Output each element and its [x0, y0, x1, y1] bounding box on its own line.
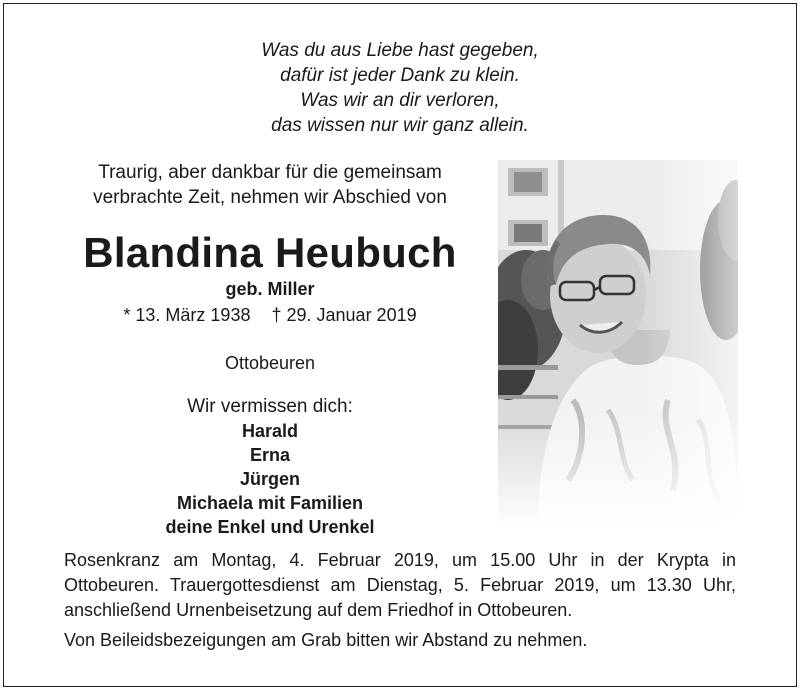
born-name: geb. Miller [225, 279, 315, 299]
portrait-photo [498, 160, 738, 524]
poem-line: das wissen nur wir ganz allein. [271, 115, 529, 136]
closing-note: Von Beileidsbezeigungen am Grab bitten wir Abstand zu nehmen. [64, 630, 588, 650]
mourner-name: deine Enkel und Urenkel [165, 517, 375, 537]
deceased-name: Blandina Heubuch [83, 229, 457, 276]
portrait-photo-icon [498, 160, 738, 524]
mourner-name: Erna [249, 445, 291, 465]
life-dates [50, 303, 490, 327]
poem-line: Was wir an dir verloren, [300, 90, 500, 111]
service-details [64, 548, 736, 623]
mourner-name: Jürgen [239, 469, 300, 489]
residence-place: Ottobeuren [224, 353, 316, 373]
intro-text [50, 160, 490, 210]
service-text: Rosenkranz am Montag, 4. Februar 2019, um 15.00 Uhr in der Krypta in Ottobeuren. Trauergottesdienst am Dienstag, 5. Februar 2019, um 13.30 Uhr, anschließend Urnenbeisetzung auf dem Friedhof in Ottobeuren. [64, 550, 736, 620]
mourner-name: Michaela mit Familien [176, 493, 364, 513]
intro-line: Traurig, aber dankbar für die gemeinsam [98, 162, 442, 183]
poem [0, 38, 800, 138]
poem-line: dafür ist jeder Dank zu klein. [280, 65, 520, 86]
mourner-name: Harald [241, 421, 299, 441]
notice-main [50, 160, 490, 539]
mourners-list [50, 419, 490, 539]
death-date: † 29. Januar 2019 [271, 305, 417, 325]
mourners-heading: Wir vermissen dich: [187, 396, 353, 417]
birth-date: * 13. März 1938 [123, 305, 251, 325]
intro-line: verbrachte Zeit, nehmen wir Abschied von [93, 187, 447, 208]
poem-line: Was du aus Liebe hast gegeben, [261, 40, 539, 61]
